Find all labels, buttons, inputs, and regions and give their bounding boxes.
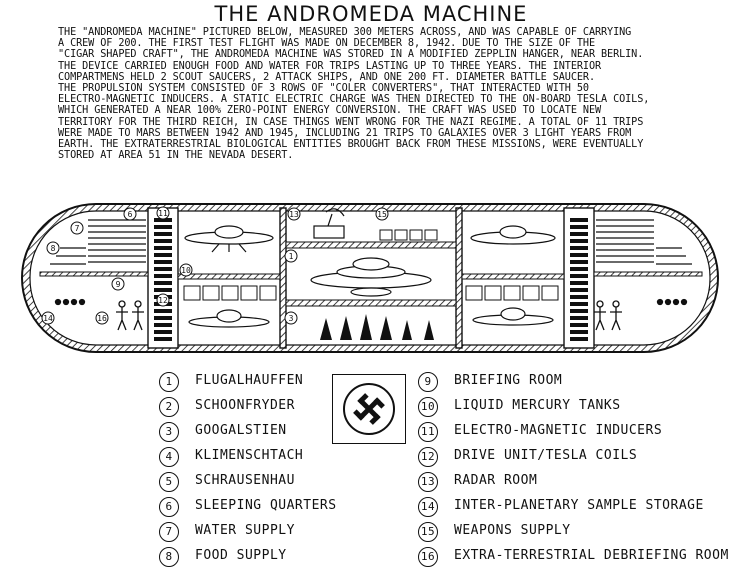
svg-text:6: 6 bbox=[127, 210, 133, 219]
legend-number: 13 bbox=[418, 472, 438, 492]
legend-number: 1 bbox=[159, 372, 179, 392]
marker-9 bbox=[112, 278, 124, 290]
legend-label: RADAR ROOM bbox=[454, 473, 538, 488]
svg-text:13: 13 bbox=[289, 210, 299, 219]
svg-text:7: 7 bbox=[74, 224, 80, 233]
legend-label: SCHOONFRYDER bbox=[195, 398, 295, 413]
swastika-icon bbox=[333, 375, 405, 443]
legend-number: 11 bbox=[418, 422, 438, 442]
legend-label: FOOD SUPPLY bbox=[195, 548, 287, 563]
legend-label: EXTRA-TERRESTRIAL DEBRIEFING ROOM bbox=[454, 548, 729, 563]
page-title: THE ANDROMEDA MACHINE bbox=[214, 2, 528, 26]
legend-number: 14 bbox=[418, 497, 438, 517]
legend-label: DRIVE UNIT/TESLA COILS bbox=[454, 448, 638, 463]
legend-label: INTER-PLANETARY SAMPLE STORAGE bbox=[454, 498, 704, 513]
legend-label: GOOGALSTIEN bbox=[195, 423, 287, 438]
legend-label: KLIMENSCHTACH bbox=[195, 448, 304, 463]
legend-number: 8 bbox=[159, 547, 179, 567]
legend-number: 12 bbox=[418, 447, 438, 467]
legend-number: 7 bbox=[159, 522, 179, 542]
craft-cross-section-diagram bbox=[0, 200, 742, 360]
legend-label: SCHRAUSENHAU bbox=[195, 473, 295, 488]
legend-number: 9 bbox=[418, 372, 438, 392]
marker-7 bbox=[71, 222, 83, 234]
emblem bbox=[332, 374, 406, 444]
svg-text:8: 8 bbox=[50, 244, 56, 253]
marker-1 bbox=[285, 250, 297, 262]
legend-number: 3 bbox=[159, 422, 179, 442]
intro-paragraph: THE "ANDROMEDA MACHINE" PICTURED BELOW, MEASURED 300 METERS ACROSS, AND WAS CAPABLE OF CARRYING A CREW OF 200. THE FIRST TEST FLIGHT WAS MADE ON DECEMBER 8, 1942. DUE TO THE SIZE OF THE "CIGAR SHAPED CRAFT", THE ANDROMEDA MACHINE WAS STORED IN A MODIFIED ZEPPLIN HANGER, NEAR BERLIN. THE DEVICE CARRIED ENOUGH FOOD AND WATER FOR TRIPS LASTING UP TO THREE YEARS. THE INTERIOR COMPARTMENS HELD 2 SCOUT SAUCERS, 2 ATTACK SHIPS, AND ONE 200 FT. DIAMETER BATTLE SAUCER. THE PROPULSION SYSTEM CONSISTED OF 3 ROWS OF "COLER CONVERTERS", THAT INTERACTED WITH 50 ELECTRO-MAGNETIC INDUCERS. A STATIC ELECTRIC CHARGE WAS THEN DIRECTED TO THE ON-BOARD TESLA COILS, WHICH GENERATED A NEAR 100% ZERO-POINT ENERGY CONVERSION. THE CRAFT WAS USED TO LOCATE NEW TERRITORY FOR THE THIRD REICH, IN CASE THINGS WENT WRONG FOR THE NAZI REGIME. A TOTAL OF 11 TRIPS WERE MADE TO MARS BETWEEN 1942 AND 1945, INCLUDING 21 TRIPS TO GALAXIES OVER 3 LIGHT YEARS FROM EARTH. THE EXTRATERRESTRIAL BIOLOGICAL ENTITIES BROUGHT BACK FROM THESE MISSIONS, WERE EVENTUALLY STORED AT AREA 51 IN THE NEVADA DESERT. bbox=[58, 27, 650, 162]
legend-number: 10 bbox=[418, 397, 438, 417]
legend-label: BRIEFING ROOM bbox=[454, 373, 563, 388]
marker-13 bbox=[288, 208, 300, 220]
legend-number: 5 bbox=[159, 472, 179, 492]
marker-8 bbox=[47, 242, 59, 254]
svg-text:15: 15 bbox=[377, 210, 387, 219]
svg-text:12: 12 bbox=[158, 296, 168, 305]
svg-text:14: 14 bbox=[43, 314, 53, 323]
legend-number: 2 bbox=[159, 397, 179, 417]
marker-6 bbox=[124, 208, 136, 220]
marker-3 bbox=[285, 312, 297, 324]
marker-12 bbox=[157, 294, 169, 306]
svg-text:10: 10 bbox=[181, 266, 191, 275]
legend-label: ELECTRO-MAGNETIC INDUCERS bbox=[454, 423, 663, 438]
marker-14 bbox=[42, 312, 54, 324]
svg-text:9: 9 bbox=[115, 280, 121, 289]
legend-label: WATER SUPPLY bbox=[195, 523, 295, 538]
svg-text:11: 11 bbox=[158, 209, 168, 218]
legend-label: FLUGALHAUFFEN bbox=[195, 373, 304, 388]
legend-label: WEAPONS SUPPLY bbox=[454, 523, 571, 538]
legend-number: 15 bbox=[418, 522, 438, 542]
svg-text:1: 1 bbox=[288, 252, 294, 261]
marker-10 bbox=[180, 264, 192, 276]
legend-number: 16 bbox=[418, 547, 438, 567]
marker-16 bbox=[96, 312, 108, 324]
marker-15 bbox=[376, 208, 388, 220]
svg-text:3: 3 bbox=[288, 314, 294, 323]
legend-label: SLEEPING QUARTERS bbox=[195, 498, 337, 513]
legend-label: LIQUID MERCURY TANKS bbox=[454, 398, 621, 413]
legend-number: 6 bbox=[159, 497, 179, 517]
marker-11 bbox=[157, 207, 169, 219]
legend-number: 4 bbox=[159, 447, 179, 467]
svg-text:16: 16 bbox=[97, 314, 107, 323]
